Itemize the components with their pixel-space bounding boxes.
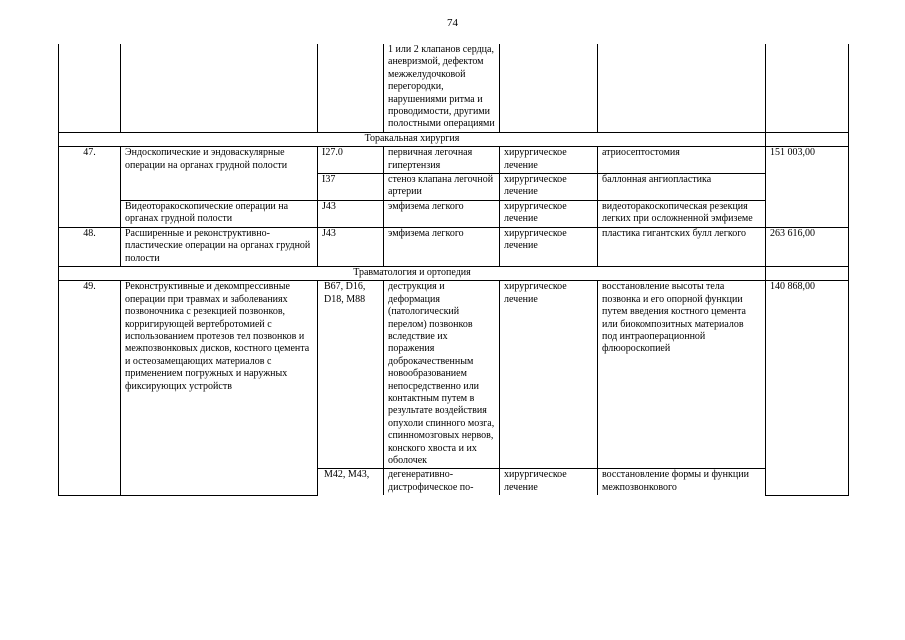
condition: первичная легочная гипертензия [384,147,500,174]
section-title: Торакальная хирургия [59,132,766,146]
treatment-type: хирургическое лечение [500,200,598,227]
cell-name [121,44,318,132]
row-number: 47. [59,147,121,227]
table-row-49a [59,281,849,469]
table-row-48 [59,227,849,266]
cell-method [598,44,766,132]
condition: деструкция и деформация (патологический перелом) позвонков вследствие их поражения доброкачественным новообразованием непосредственно или контактным путем в результате воздействия опухоли спинного мозга, спинномозговых нервов, конского хвоста и их оболочек [384,281,500,469]
row-number: 48. [59,227,121,266]
treatment-type: хирургическое лечение [500,174,598,201]
price: 151 003,00 [766,147,849,227]
treatment-type: хирургическое лечение [500,227,598,266]
cell-price [766,44,849,132]
treatment-method: восстановление формы и функции межпозвонкового [598,469,766,495]
icd-code: B67, D16, D18, M88 [318,281,384,469]
cell-price [766,132,849,146]
section-row-trauma [59,266,849,280]
treatment-method: атриосептостомия [598,147,766,174]
treatment-method: восстановление высоты тела позвонка и его опорной функции путем введения костного цемента или биокомпозитных материалов под интраоперационной флюороскопией [598,281,766,469]
intervention-name: Эндоскопические и эндоваскулярные операции на органах грудной полости [121,147,318,201]
icd-code: I37 [318,174,384,201]
medical-care-table [58,44,849,496]
page-number: 74 [447,17,458,29]
cell-price [766,266,849,280]
icd-code: J43 [318,227,384,266]
treatment-method: пластика гигантских булл легкого [598,227,766,266]
continuation-row [59,44,849,132]
price: 263 616,00 [766,227,849,266]
row-number: 49. [59,281,121,495]
treatment-method: видеоторакоскопическая резекция легких при осложненной эмфиземе [598,200,766,227]
treatment-method: баллонная ангиопластика [598,174,766,201]
treatment-type: хирургическое лечение [500,281,598,469]
condition: эмфизема легкого [384,200,500,227]
table-row-47c [59,200,849,227]
cell-num [59,44,121,132]
condition: дегенеративно-дистрофическое по- [384,469,500,495]
condition: стеноз клапана легочной артерии [384,174,500,201]
treatment-type: хирургическое лечение [500,469,598,495]
cell-code [318,44,384,132]
icd-code: I27.0 [318,147,384,174]
intervention-name: Реконструктивные и декомпрессивные операции при травмах и заболеваниях позвоночника с резекцией позвонков, корригирующей вертебротомией с использованием протезов тел позвонков и межпозвонковых дисков, костного цемента и остеозамещающих материалов с применением погружных и наружных фиксирующих устройств [121,281,318,495]
icd-code: J43 [318,200,384,227]
price: 140 868,00 [766,281,849,495]
table-row-47a [59,147,849,174]
cell-condition: 1 или 2 клапанов сердца, аневризмой, дефектом межжелудочковой перегородки, нарушениями ритма и проводимости, другими полостными операциями [384,44,500,132]
treatment-type: хирургическое лечение [500,147,598,174]
intervention-name: Видеоторакоскопические операции на органах грудной полости [121,200,318,227]
cell-treatment [500,44,598,132]
section-row-thoracic [59,132,849,146]
icd-code: M42, M43, [318,469,384,495]
condition: эмфизема легкого [384,227,500,266]
section-title: Травматология и ортопедия [59,266,766,280]
intervention-name: Расширенные и реконструктивно-пластические операции на органах грудной полости [121,227,318,266]
